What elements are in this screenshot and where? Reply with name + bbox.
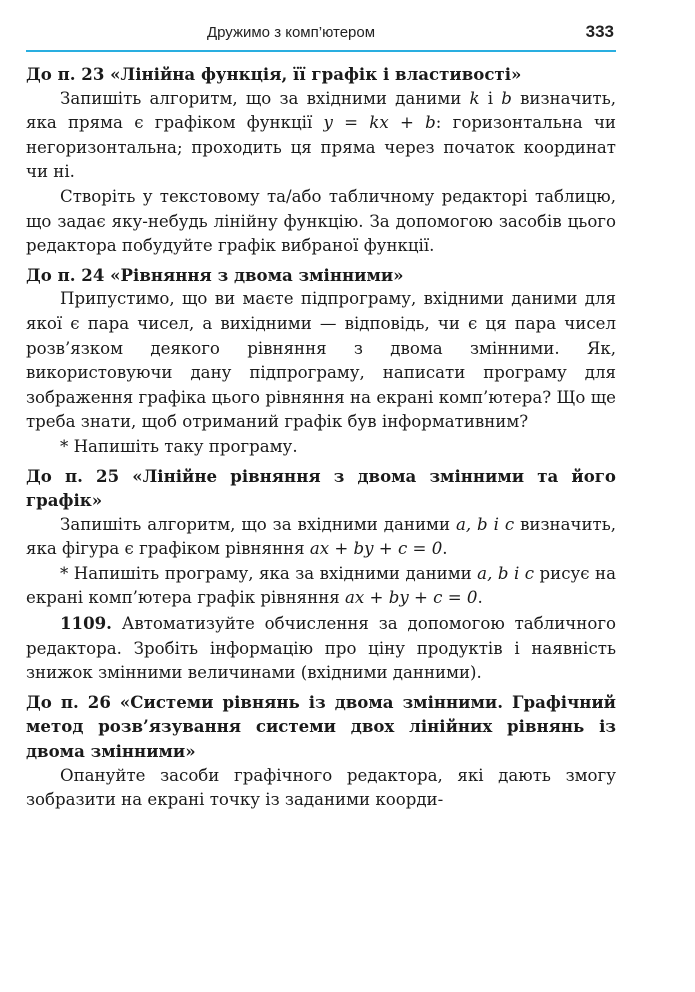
- section-24-heading: До п. 24 «Рівняння з двома змінними»: [26, 264, 404, 285]
- exercise-number: 1109.: [60, 613, 112, 634]
- text-run: рисує на екрані комп’ютера графік рівняння: [26, 563, 616, 608]
- math-equation: ax + by + c = 0: [345, 588, 478, 608]
- section-23-paragraph-1: [26, 87, 616, 185]
- text-run: визначить, яка фігура є графіком рівняння: [26, 514, 616, 559]
- page-content: [26, 62, 616, 813]
- text-run: : горизонтальна чи негоризонтальна; проходить ця пряма через початок координат чи ні.: [26, 113, 616, 182]
- math-vars: a, b і c: [477, 563, 535, 583]
- math-var: b: [501, 88, 512, 108]
- section-24-task: * Напишіть таку програму.: [60, 436, 298, 456]
- text-run: Запишіть алгоритм, що за вхідними даними: [60, 88, 470, 108]
- section-23-heading: До п. 23 «Лінійна функція, її графік і властивості»: [26, 64, 522, 84]
- page-header: [26, 22, 616, 48]
- math-var: k: [469, 88, 480, 108]
- section-23-paragraph-2: Створіть у текстовому та/або табличному редакторі таблицю, що задає яку-небудь лінійну функцію. За допомогою засобів цього редактора побудуйте графік вибраної функції.: [26, 186, 616, 256]
- section-26-heading: До п. 26 «Системи рівнянь із двома змінними. Графічний метод розв’язування системи двох лінійних рівнянь із двома змінними»: [26, 691, 616, 762]
- text-run: Запишіть алгоритм, що за вхідними даними: [60, 514, 456, 534]
- math-vars: a, b і c: [455, 514, 515, 534]
- math-formula: y = kx + b: [323, 113, 436, 133]
- section-25-task: [26, 562, 616, 611]
- text-run: .: [442, 539, 448, 559]
- section-25-heading: До п. 25 «Лінійне рівняння з двома змінними та його графік»: [26, 465, 616, 511]
- exercise-1109: [26, 611, 616, 686]
- text-run: .: [477, 588, 483, 608]
- running-title: Дружимо з комп’ютером: [206, 24, 376, 41]
- section-24-paragraph-1: Припустимо, що ви маєте підпрограму, вхідними даними для якої є пара чисел, а вихідними — відповідь, чи є ця пара чисел розв’язком деякого рівняння з двома змінними. Як, використовуючи дану підпрограму, написати програму для зображення графіка цього рівняння на екрані комп’ютера? Що ще треба знати, щоб отриманий графік був інформативним?: [26, 289, 616, 432]
- page-number: 333: [585, 22, 614, 41]
- text-run: і: [479, 88, 502, 108]
- section-26-paragraph-1: Опануйте засоби графічного редактора, які дають змогу зобразити на екрані точку із заданими коорди-: [26, 765, 616, 810]
- exercise-text: Автоматизуйте обчислення за допомогою табличного редактора. Зробіть інформацію про ціну продуктів і наявність знижок змінними величинами (вхідними данними).: [26, 614, 616, 683]
- text-run: визначить, яка пряма є графіком функції: [26, 88, 617, 133]
- text-run: * Напишіть програму, яка за вхідними даними: [60, 563, 478, 583]
- section-25-paragraph-1: [26, 513, 616, 562]
- math-equation: ax + by + c = 0: [309, 539, 443, 559]
- header-divider: [26, 50, 616, 52]
